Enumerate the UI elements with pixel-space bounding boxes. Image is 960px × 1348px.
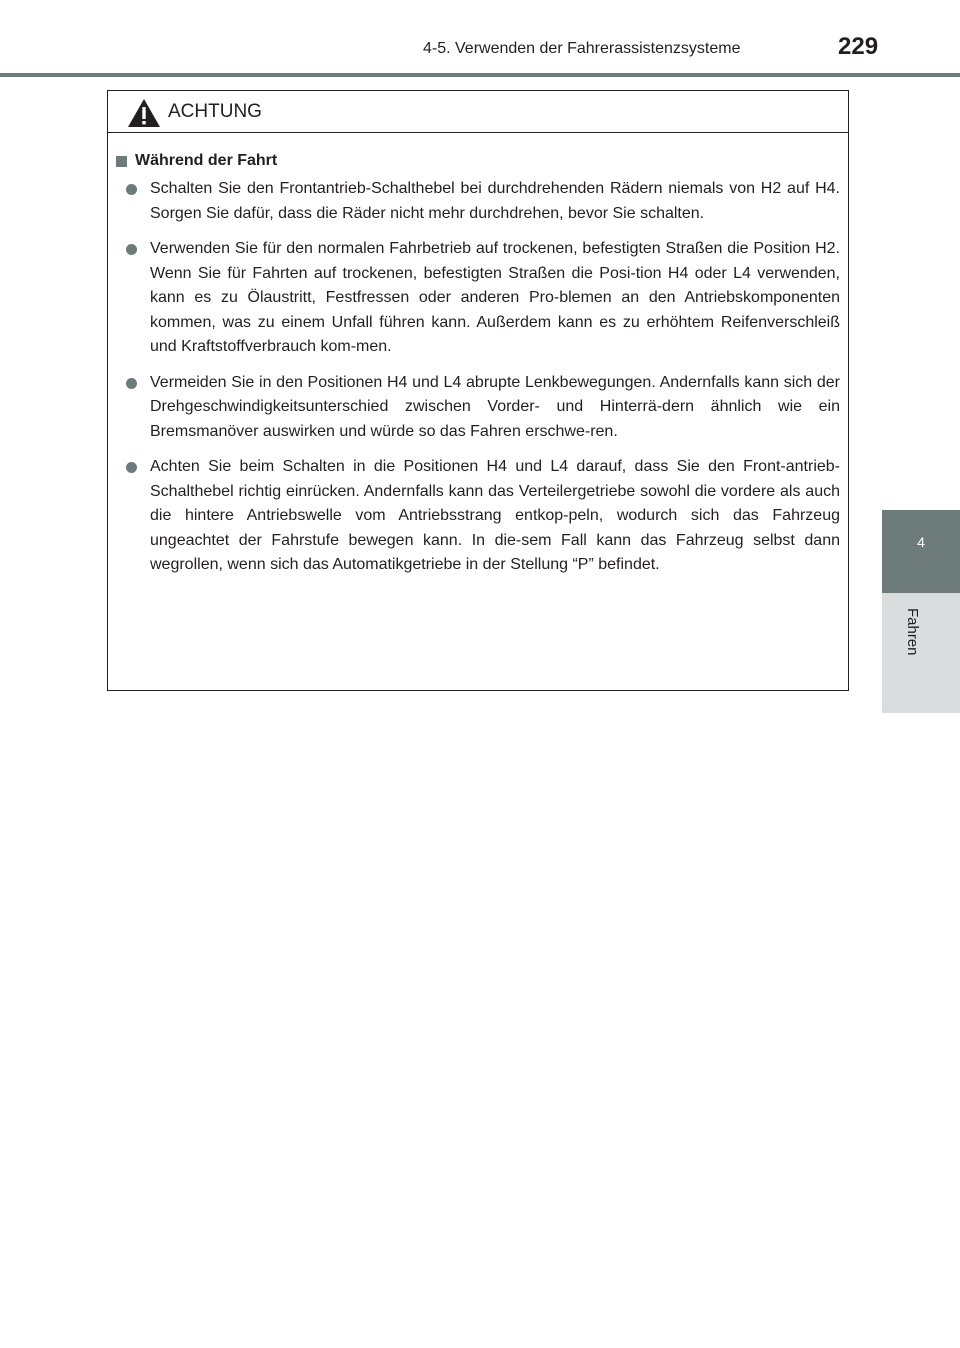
subheading-text: Während der Fahrt: [135, 152, 278, 169]
chapter-number: 4: [917, 534, 925, 550]
list-item-text: Vermeiden Sie in den Positionen H4 und L4 abrupte Lenkbewegungen. Andernfalls kann sich der Drehgeschwindigkeitsunterschied zwischen Vorder- und Hinterrä-dern ähnlich wie ein Bremsmanöver auswirken und würde so das Fahren erschwe-ren.: [150, 373, 840, 440]
header-divider: [0, 73, 960, 77]
list-item: [116, 455, 840, 578]
caution-box: [107, 90, 849, 691]
caution-subheading: [116, 151, 840, 171]
bullet-dot-icon: [126, 244, 137, 255]
list-item-text: Verwenden Sie für den normalen Fahrbetrieb auf trockenen, befestigten Straßen die Position H2. Wenn Sie für Fahrten auf trockenen, befestigten Straßen die Posi-tion H4 oder L4 verwenden, kann es zu Ölaustritt, Festfressen oder anderen Pro-blemen an den Antriebskomponenten kommen, was zu einem Unfall führen kann. Außerdem kann es zu erhöhtem Reifenverschleiß und Kraftstoffverbrauch kom-men.: [150, 240, 840, 355]
caution-header: [108, 91, 848, 133]
chapter-tab-strip: [882, 593, 960, 713]
list-item: [116, 177, 840, 226]
caution-title: ACHTUNG: [168, 101, 262, 122]
chapter-tab: [882, 510, 960, 593]
bullet-dot-icon: [126, 378, 137, 389]
list-item-text: Schalten Sie den Frontantrieb-Schalthebel bei durchdrehenden Rädern niemals von H2 auf H4. Sorgen Sie dafür, dass die Räder nicht mehr durchdrehen, bevor Sie schalten.: [150, 180, 840, 222]
section-title: 4-5. Verwenden der Fahrerassistenzsysteme: [423, 40, 741, 57]
list-item: [116, 237, 840, 360]
bullet-dot-icon: [126, 184, 137, 195]
list-item: [116, 371, 840, 445]
warning-triangle-icon: [127, 98, 161, 128]
caution-body: [108, 133, 848, 578]
list-item-text: Achten Sie beim Schalten in die Positionen H4 und L4 darauf, dass Sie den Front-antrieb-Schalthebel richtig einrücken. Andernfalls kann das Verteilergetriebe sowohl die vordere als auch die hintere Antriebswelle vom Antriebsstrang entkop-peln, wodurch sich das Fahrzeug ungeachtet der Fahrstufe bewegen kann. In die-sem Fall kann das Fahrzeug selbst dann wegrollen, wenn sich das Automatikgetriebe in der Stellung “P” befindet.: [150, 458, 840, 573]
square-bullet-icon: [116, 156, 127, 167]
bullet-dot-icon: [126, 462, 137, 473]
page-number: 229: [838, 33, 879, 60]
chapter-label: Fahren: [904, 608, 921, 656]
